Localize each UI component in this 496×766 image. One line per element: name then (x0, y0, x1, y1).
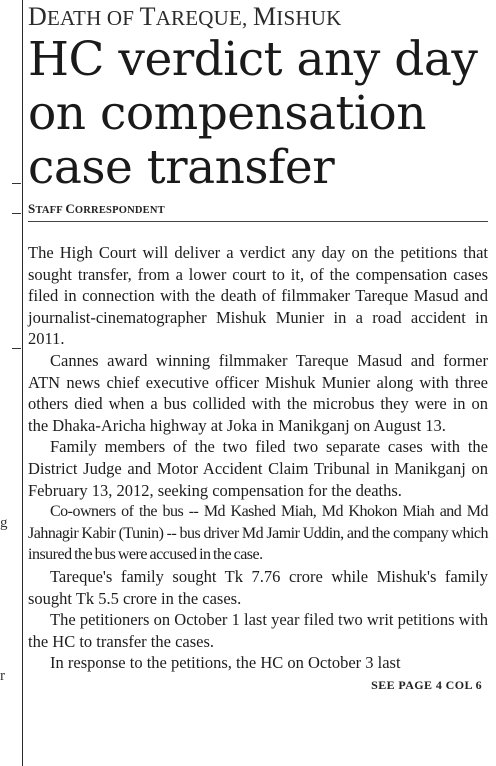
paragraph: Co-owners of the bus -- Md Kashed Miah, Md Khokon Miah and Md Jahnagir Kabir (Tunin) -- bus driver Md Jamir Uddin, and the company which insured the bus were accused in the case. (28, 503, 488, 564)
byline-text: C (65, 201, 75, 216)
paragraph: The High Court will deliver a verdict any day on the petitions that sought transfer, from a lower court to it, of the compensation cases filed in connection with the death of filmmaker Tareque Masud and journalist-cinematographer Mishuk Munier in a road accident in 2011. (28, 243, 488, 349)
kicker-text: EATH OF (46, 6, 140, 30)
article (28, 0, 488, 693)
kicker-text: D (28, 2, 47, 31)
headline: HC verdict any day on compensation case transfer (28, 32, 478, 195)
adjacent-column-letter: r (0, 668, 5, 684)
adjacent-column-fragment (0, 0, 22, 766)
jump-line: SEE PAGE 4 COL 6 (371, 677, 482, 692)
paragraph: The petitioners on October 1 last year filed two writ petitions with the HC to transfer the cases. (28, 610, 488, 651)
adjacent-column-dash (12, 183, 21, 184)
kicker-text: ISHUK (276, 6, 342, 30)
paragraph: Family members of the two filed two separate cases with the District Judge and Motor Accident Claim Tribunal in Manikganj on February 13, 2012, seeking compensation for the deaths. (28, 437, 488, 500)
paragraph: Tareque's family sought Tk 7.76 crore while Mishuk's family sought Tk 5.5 crore in the cases. (28, 566, 488, 608)
column-rule (22, 0, 23, 766)
adjacent-column-dash (12, 213, 21, 214)
byline-text: ORRESPONDENT (74, 205, 165, 216)
kicker-text: M (252, 2, 277, 31)
paragraph: Cannes award winning filmmaker Tareque Masud and former ATN news chief executive officer Mishuk Munier along with three others died when a bus collided with the microbus they were in on the Dhaka-Aricha highway at Joka in Manikganj on August 13. (28, 350, 488, 435)
paragraph: In response to the petitions, the HC on October 3 last (50, 653, 401, 673)
byline-text: TAFF (35, 205, 66, 216)
kicker-text: AREQUE, (155, 6, 253, 30)
article-body (28, 242, 488, 674)
byline (28, 201, 488, 217)
byline-divider (28, 221, 488, 222)
adjacent-column-dash (12, 348, 21, 349)
kicker-text: T (139, 2, 156, 31)
adjacent-column-letter: g (0, 515, 8, 531)
kicker (28, 2, 488, 33)
byline-text: S (28, 201, 36, 216)
